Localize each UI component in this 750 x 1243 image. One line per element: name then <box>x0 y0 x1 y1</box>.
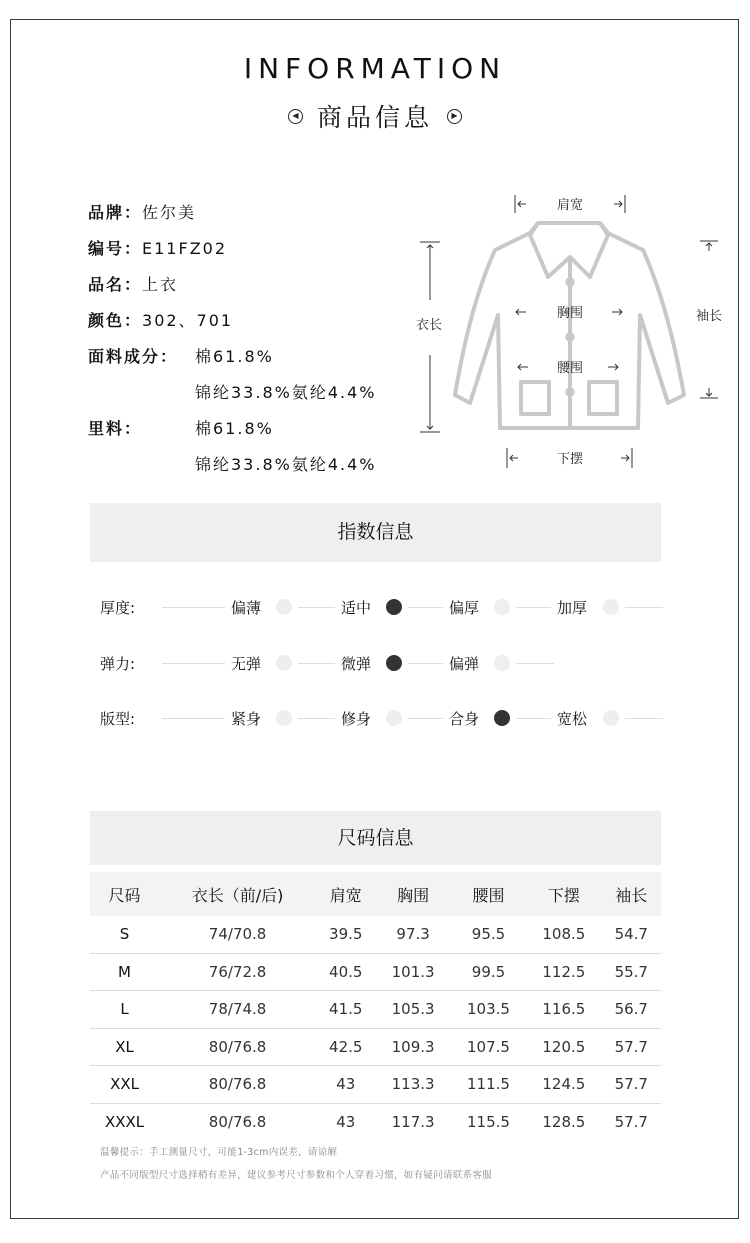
info-color-val: 302、701 <box>142 311 234 330</box>
size-cell: 76/72.8 <box>159 953 316 991</box>
size-cell: 128.5 <box>542 1112 586 1131</box>
size-cell: 116.5 <box>526 991 601 1029</box>
table-row <box>90 1066 661 1104</box>
size-cell: 42.5 <box>316 1028 375 1066</box>
size-cell: XL <box>90 1028 159 1066</box>
index-option-label: 无弹 <box>231 655 262 673</box>
unselected-dot-icon[interactable] <box>386 710 402 726</box>
selected-dot-icon[interactable] <box>494 710 510 726</box>
size-header-cell: 肩宽 <box>316 872 375 916</box>
index-option-label: 合身 <box>449 710 480 728</box>
size-cell: 99.5 <box>451 953 526 991</box>
info-name-val: 上衣 <box>142 275 179 294</box>
size-section-title: 尺码信息 <box>90 811 661 865</box>
info-color-key: 颜色： <box>88 311 143 330</box>
index-row-label: 版型: <box>100 710 136 728</box>
size-cell: 111.5 <box>451 1066 526 1104</box>
info-code <box>88 236 227 259</box>
index-row-label: 厚度: <box>100 599 136 617</box>
unselected-dot-icon[interactable] <box>494 655 510 671</box>
note-line1: 温馨提示：手工测量尺寸，可能1-3cm内误差，请谅解 <box>100 1147 338 1158</box>
label-hem: 下摆 <box>556 452 584 467</box>
info-lining-val1: 棉61.8% <box>195 419 274 438</box>
selected-dot-icon[interactable] <box>386 599 402 615</box>
unselected-dot-icon[interactable] <box>276 710 292 726</box>
size-cell: XXXL <box>104 1112 145 1131</box>
size-cell: 54.7 <box>602 916 661 953</box>
size-cell: 97.3 <box>375 916 450 953</box>
title-cn-row <box>0 98 750 134</box>
size-cell: 115.5 <box>467 1112 510 1131</box>
size-cell: M <box>90 953 159 991</box>
size-cell: XXL <box>90 1066 159 1104</box>
info-lining-val2: 锦纶33.8%氨纶4.4% <box>195 455 377 474</box>
index-option-label: 适中 <box>341 599 372 617</box>
table-row <box>90 1028 661 1066</box>
label-chest: 胸围 <box>556 306 584 321</box>
size-header-cell: 胸围 <box>375 872 450 916</box>
size-cell: 101.3 <box>375 953 450 991</box>
info-lining-key: 里料： <box>88 419 143 438</box>
index-option-label: 修身 <box>341 710 372 728</box>
info-brand-val: 佐尔美 <box>142 203 197 222</box>
selected-dot-icon[interactable] <box>386 655 402 671</box>
size-cell: 120.5 <box>526 1028 601 1066</box>
size-cell: 105.3 <box>375 991 450 1029</box>
info-fabric <box>88 344 178 367</box>
unselected-dot-icon[interactable] <box>276 599 292 615</box>
index-section-title: 指数信息 <box>90 503 661 562</box>
size-cell: 57.7 <box>602 1066 661 1104</box>
size-cell: 74/70.8 <box>159 916 316 953</box>
info-name <box>88 272 178 295</box>
info-name-key: 品名： <box>88 275 143 294</box>
label-sleeve: 袖长 <box>695 309 723 324</box>
size-cell: 55.7 <box>602 953 661 991</box>
size-table <box>90 872 661 1140</box>
info-code-key: 编号： <box>88 239 143 258</box>
info-brand <box>88 200 196 223</box>
label-length: 衣长 <box>415 318 443 333</box>
index-option-label: 偏薄 <box>231 599 262 617</box>
size-cell: 43 <box>336 1112 356 1131</box>
size-cell: 103.5 <box>451 991 526 1029</box>
title-en: INFORMATION <box>243 52 507 85</box>
size-cell: 57.7 <box>614 1112 648 1131</box>
size-table-body <box>90 916 661 1140</box>
size-header-cell: 腰围 <box>451 872 526 916</box>
jacket-outline <box>455 223 684 428</box>
index-option-label: 加厚 <box>557 599 588 617</box>
size-cell: 78/74.8 <box>159 991 316 1029</box>
circle-left-arrow-icon: ◀ <box>288 109 303 124</box>
size-cell: 43 <box>316 1066 375 1104</box>
note-line2: 产品不同版型尺寸选择稍有差异，建议参考尺寸参数和个人穿着习惯，如有疑问请联系客服 <box>100 1170 493 1181</box>
label-shoulder: 肩宽 <box>556 198 584 213</box>
info-lining <box>88 416 142 439</box>
size-cell: 107.5 <box>451 1028 526 1066</box>
size-header-cell: 尺码 <box>90 872 159 916</box>
size-cell: 39.5 <box>316 916 375 953</box>
size-header-cell: 袖长 <box>602 872 661 916</box>
table-row <box>90 991 661 1029</box>
unselected-dot-icon[interactable] <box>276 655 292 671</box>
size-cell: S <box>90 916 159 953</box>
size-cell: 56.7 <box>602 991 661 1029</box>
size-cell: 112.5 <box>526 953 601 991</box>
size-cell: 95.5 <box>451 916 526 953</box>
info-fabric-val1: 棉61.8% <box>195 347 274 366</box>
size-cell: 80/76.8 <box>159 1066 316 1104</box>
size-cell: 80/76.8 <box>159 1028 316 1066</box>
info-code-val: E11FZ02 <box>142 239 228 258</box>
label-waist: 腰围 <box>556 361 584 376</box>
size-header-cell: 衣长（前/后) <box>159 872 316 916</box>
garment-diagram <box>400 185 740 485</box>
index-option-label: 宽松 <box>557 710 588 728</box>
table-row <box>90 1103 661 1140</box>
unselected-dot-icon[interactable] <box>494 599 510 615</box>
info-brand-key: 品牌： <box>88 203 143 222</box>
index-option-label: 偏弹 <box>449 655 480 673</box>
index-row-label: 弹力: <box>100 655 136 673</box>
size-cell: 80/76.8 <box>208 1112 267 1131</box>
info-fabric-val2: 锦纶33.8%氨纶4.4% <box>195 383 377 402</box>
size-header-cell: 下摆 <box>526 872 601 916</box>
table-row <box>90 953 661 991</box>
size-cell: L <box>90 991 159 1029</box>
table-row <box>90 916 661 953</box>
size-cell: 117.3 <box>391 1112 435 1131</box>
title-cn: 商品信息 <box>316 103 433 132</box>
unselected-dot-icon[interactable] <box>603 710 619 726</box>
size-cell: 40.5 <box>316 953 375 991</box>
size-cell: 108.5 <box>526 916 601 953</box>
info-color <box>88 308 233 331</box>
size-cell: 124.5 <box>526 1066 601 1104</box>
size-cell: 109.3 <box>375 1028 450 1066</box>
size-table-header <box>90 872 661 916</box>
circle-right-arrow-icon: ▶ <box>447 109 462 124</box>
size-cell: 41.5 <box>316 991 375 1029</box>
index-option-label: 微弹 <box>341 655 372 673</box>
size-cell: 113.3 <box>375 1066 450 1104</box>
index-option-label: 偏厚 <box>449 599 480 617</box>
info-fabric-key: 面料成分： <box>88 347 179 366</box>
unselected-dot-icon[interactable] <box>603 599 619 615</box>
size-cell: 57.7 <box>602 1028 661 1066</box>
index-option-label: 紧身 <box>231 710 262 728</box>
